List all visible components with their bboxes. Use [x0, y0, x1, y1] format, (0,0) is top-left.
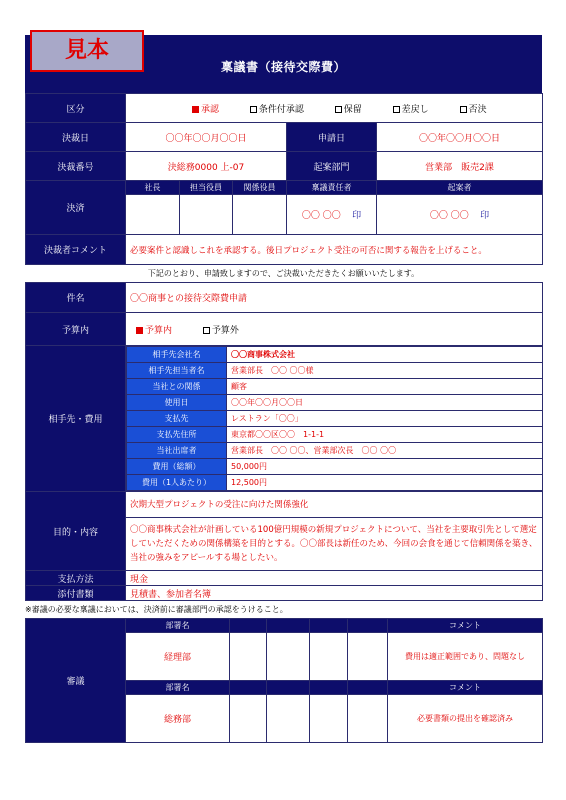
option-approve[interactable]: 承認	[192, 105, 219, 115]
review-seal[interactable]	[230, 633, 267, 681]
department-label: 起案部門	[287, 152, 377, 181]
attachments-value: 見積書、参加者名簿	[126, 586, 543, 601]
review-seal[interactable]	[310, 633, 348, 681]
checkbox-icon[interactable]	[393, 106, 400, 113]
seal-related-officer[interactable]	[233, 195, 287, 235]
col-related-officer: 関係役員	[233, 181, 287, 195]
partner-row: 当社との関係 顧客	[127, 379, 543, 395]
review-seal[interactable]	[348, 633, 388, 681]
budget-label: 予算内	[26, 313, 126, 346]
application-date-value: 〇〇年〇〇月〇〇日	[377, 123, 543, 152]
subject-value: 〇〇商事との接待交際費申請	[126, 283, 543, 313]
payment-method-value: 現金	[126, 571, 543, 586]
option-hold[interactable]: 保留	[335, 105, 362, 115]
comment-header: コメント	[388, 681, 543, 695]
decision-number-label: 決裁番号	[26, 152, 126, 181]
partner-row: 当社出席者 営業部長 〇〇 〇〇、営業部次長 〇〇 〇〇	[127, 443, 543, 459]
review-seal[interactable]	[310, 695, 348, 743]
decider-comment-value: 必要案件と認識しこれを承認する。後日プロジェクト受注の可否に関する報告を上げること。	[126, 235, 543, 265]
partner-row: 費用（1人あたり） 12,500円	[127, 475, 543, 491]
checkbox-icon[interactable]	[335, 106, 342, 113]
review-dept: 総務部	[126, 695, 230, 743]
body-table	[25, 282, 543, 601]
col-officer: 担当役員	[180, 181, 233, 195]
partner-row: 費用（総額） 50,000円	[127, 459, 543, 475]
document-title: 稟議書（接待交際費）	[220, 60, 346, 74]
seal-drafter[interactable]: 〇〇 〇〇 印	[377, 195, 543, 235]
department-value: 営業部 販売2課	[377, 152, 543, 181]
checkbox-checked-icon[interactable]	[192, 106, 199, 113]
comment-header: コメント	[388, 619, 543, 633]
option-return[interactable]: 差戻し	[393, 105, 429, 115]
review-table	[25, 618, 543, 743]
col-responsible: 稟議責任者	[287, 181, 377, 195]
seal-mark: 印	[480, 211, 490, 221]
checkbox-icon[interactable]	[250, 106, 257, 113]
partner-row: 支払先住所 東京都〇〇区〇〇 1-1-1	[127, 427, 543, 443]
review-comment: 費用は適正範囲であり、問題なし	[388, 633, 543, 681]
option-in-budget[interactable]: 予算内	[136, 326, 172, 336]
title-bar	[25, 35, 542, 93]
partner-row: 相手先担当者名 営業部長 〇〇 〇〇様	[127, 363, 543, 379]
decision-date-label: 決裁日	[26, 123, 126, 152]
request-notice: 下記のとおり、申請致しますので、ご決裁いただきたくお願いいたします。	[147, 269, 420, 278]
partner-label: 相手先・費用	[26, 346, 126, 492]
subject-label: 件名	[26, 283, 126, 313]
document-page	[25, 35, 542, 743]
dept-header: 部署名	[126, 681, 230, 695]
sample-stamp: 見本	[30, 30, 144, 72]
option-conditional[interactable]: 条件付承認	[250, 105, 304, 115]
partner-table	[126, 346, 543, 491]
seal-president[interactable]	[126, 195, 180, 235]
classification-label: 区分	[26, 94, 126, 123]
review-comment: 必要書類の提出を確認済み	[388, 695, 543, 743]
partner-row: 相手先会社名 〇〇商事株式会社	[127, 347, 543, 363]
col-president: 社長	[126, 181, 180, 195]
option-out-of-budget[interactable]: 予算外	[203, 326, 239, 336]
checkbox-icon[interactable]	[203, 327, 210, 334]
budget-options	[126, 313, 543, 346]
attachments-label: 添付書類	[26, 586, 126, 601]
seal-responsible[interactable]: 〇〇 〇〇 印	[287, 195, 377, 235]
purpose-label: 目的・内容	[26, 492, 126, 571]
application-date-label: 申請日	[287, 123, 377, 152]
checkbox-icon[interactable]	[460, 106, 467, 113]
payment-method-label: 支払方法	[26, 571, 126, 586]
partner-row: 支払先 レストラン「〇〇」	[127, 411, 543, 427]
review-seal[interactable]	[230, 695, 267, 743]
review-footnote: ※審議の必要な稟議においては、決済前に審議部門の承認をうけること。	[25, 605, 288, 614]
decider-comment-label: 決裁者コメント	[26, 235, 126, 265]
classification-options	[126, 94, 543, 123]
option-reject[interactable]: 否決	[460, 105, 487, 115]
header-table	[25, 93, 543, 265]
decision-number-value: 決総務0000 上-07	[126, 152, 287, 181]
review-label: 審議	[26, 619, 126, 743]
decision-date-value: 〇〇年〇〇月〇〇日	[126, 123, 287, 152]
review-seal[interactable]	[267, 695, 310, 743]
partner-row: 使用日 〇〇年〇〇月〇〇日	[127, 395, 543, 411]
seal-officer[interactable]	[180, 195, 233, 235]
purpose-headline: 次期大型プロジェクトの受注に向けた関係強化	[126, 492, 543, 518]
approval-label: 決済	[26, 181, 126, 235]
review-seal[interactable]	[267, 633, 310, 681]
review-dept: 経理部	[126, 633, 230, 681]
purpose-body: 〇〇商事株式会社が計画している100億円規模の新規プロジェクトについて、当社を主要取引先として選定していただくための関係構築を目的とする。〇〇部長は新任のため、今回の会食を通じて信頼関係を築き、当社の強みをアピールする場としたい。	[126, 518, 543, 571]
seal-mark: 印	[352, 211, 362, 221]
col-drafter: 起案者	[377, 181, 543, 195]
dept-header: 部署名	[126, 619, 230, 633]
review-seal[interactable]	[348, 695, 388, 743]
checkbox-checked-icon[interactable]	[136, 327, 143, 334]
